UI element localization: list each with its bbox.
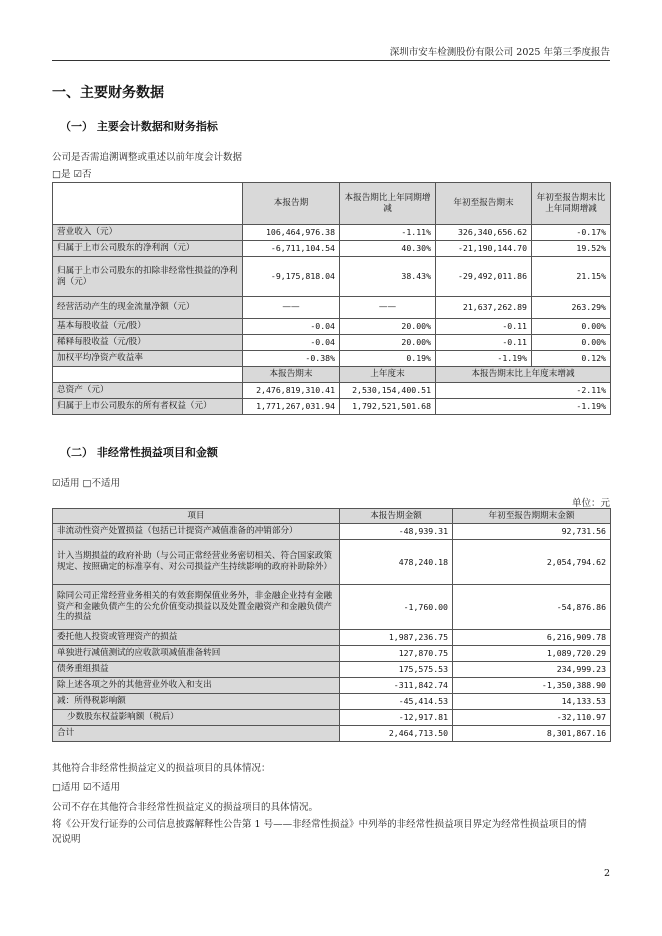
- table-header-cell: 上年度末: [340, 367, 436, 383]
- row-label: 单独进行减值测试的应收款项减值准备转回: [53, 646, 340, 662]
- table-cell: 19.52%: [532, 241, 611, 257]
- other-applicable-options: □适用 ☑不适用: [52, 782, 121, 793]
- subsection-title-nonrecurring: （二） 非经常性损益项目和金额: [60, 446, 218, 459]
- table-row: [53, 646, 611, 662]
- row-label: 债务重组损益: [53, 662, 340, 678]
- table-row: [53, 257, 611, 297]
- table-row: [53, 710, 611, 726]
- page-number: 2: [603, 868, 610, 879]
- row-label: 归属于上市公司股东的所有者权益（元）: [53, 399, 243, 415]
- table-header-cell: 年初至报告期末比上年同期增减: [532, 183, 611, 225]
- table-header-row: [53, 509, 611, 524]
- table-cell: 0.00%: [532, 319, 611, 335]
- table-cell: 478,240.18: [340, 540, 453, 585]
- table-row-total: [53, 726, 611, 742]
- table-cell: 1,089,720.29: [453, 646, 611, 662]
- table-header-cell: 本报告期比上年同期增减: [340, 183, 436, 225]
- table-header-cell: 项目: [53, 509, 340, 524]
- table-cell: 6,216,909.78: [453, 630, 611, 646]
- table-header-cell: [53, 183, 243, 225]
- table-header-cell: 本报告期金额: [340, 509, 453, 524]
- table-cell: -21,190,144.70: [436, 241, 532, 257]
- table-row: [53, 351, 611, 367]
- table-cell: -0.11: [436, 335, 532, 351]
- table-cell: -0.17%: [532, 225, 611, 241]
- table-cell: -1,350,388.90: [453, 678, 611, 694]
- table-row: [53, 540, 611, 585]
- table-row: [53, 241, 611, 257]
- row-label: 计入当期损益的政府补助（与公司正常经营业务密切相关、符合国家政策规定、按照确定的标准享有、对公司损益产生持续影响的政府补助除外）: [53, 540, 340, 585]
- table-cell: -1.19%: [436, 351, 532, 367]
- table-cell: 175,575.53: [340, 662, 453, 678]
- table-cell: -45,414.53: [340, 694, 453, 710]
- table-cell: -1,760.00: [340, 585, 453, 630]
- table-row: [53, 319, 611, 335]
- table-cell: 2,530,154,400.51: [340, 383, 436, 399]
- table-row: [53, 630, 611, 646]
- row-label: 归属于上市公司股东的扣除非经常性损益的净利润（元）: [53, 257, 243, 297]
- row-label: 总资产（元）: [53, 383, 243, 399]
- row-label: 基本每股收益（元/股）: [53, 319, 243, 335]
- applicable-options: ☑适用 □不适用: [52, 478, 121, 489]
- table-cell: 234,999.23: [453, 662, 611, 678]
- table-row: [53, 383, 611, 399]
- table-cell: -311,842.74: [340, 678, 453, 694]
- table-header-cell: 本报告期末比上年度末增减: [436, 367, 611, 383]
- row-label: 少数股东权益影响额（税后）: [53, 710, 340, 726]
- row-label: 减：所得税影响额: [53, 694, 340, 710]
- table-cell: ——: [340, 297, 436, 319]
- table-cell: -0.04: [243, 335, 340, 351]
- table-cell: 14,133.53: [453, 694, 611, 710]
- table-cell: -32,110.97: [453, 710, 611, 726]
- table-cell: 21.15%: [532, 257, 611, 297]
- table-cell: 1,792,521,501.68: [340, 399, 436, 415]
- row-label: 加权平均净资产收益率: [53, 351, 243, 367]
- key-financial-table: [52, 182, 611, 415]
- table-cell: -2.11%: [436, 383, 611, 399]
- table-row: [53, 297, 611, 319]
- retro-question: 公司是否需追溯调整或重述以前年度会计数据: [52, 152, 243, 163]
- table-cell: -6,711,104.54: [243, 241, 340, 257]
- table-cell: -0.38%: [243, 351, 340, 367]
- table-cell: 1,771,267,031.94: [243, 399, 340, 415]
- table-cell: 21,637,262.89: [436, 297, 532, 319]
- table-subheader-row: [53, 367, 611, 383]
- table-cell: 326,340,656.62: [436, 225, 532, 241]
- row-label: 非流动性资产处置损益（包括已计提资产减值准备的冲销部分）: [53, 524, 340, 540]
- table-cell: ——: [243, 297, 340, 319]
- table-cell: 106,464,976.38: [243, 225, 340, 241]
- row-label: 除同公司正常经营业务相关的有效套期保值业务外，非金融企业持有金融资产和金融负债产生的公允价值变动损益以及处置金融资产和金融负债产生的损益: [53, 585, 340, 630]
- nonrecurring-table: [52, 508, 611, 742]
- table-cell: 40.30%: [340, 241, 436, 257]
- table-row: [53, 225, 611, 241]
- row-label: 归属于上市公司股东的净利润（元）: [53, 241, 243, 257]
- unit-label: 单位：元: [571, 498, 610, 509]
- table-cell: 263.29%: [532, 297, 611, 319]
- no-other-note: 公司不存在其他符合非经常性损益定义的损益项目的具体情况。: [52, 802, 319, 813]
- retro-options: □是 ☑否: [52, 169, 92, 180]
- table-header-cell: 年初至报告期末: [436, 183, 532, 225]
- table-cell: 2,476,819,310.41: [243, 383, 340, 399]
- table-header-row: [53, 183, 611, 225]
- table-cell: -0.04: [243, 319, 340, 335]
- table-row: [53, 524, 611, 540]
- table-cell: -1.19%: [436, 399, 611, 415]
- table-header-cell: 本报告期末: [243, 367, 340, 383]
- subsection-title-financial-data: （一） 主要会计数据和财务指标: [60, 120, 218, 133]
- table-cell: 127,870.75: [340, 646, 453, 662]
- row-label: 委托他人投资或管理资产的损益: [53, 630, 340, 646]
- table-header-cell: 年初至报告期期末金额: [453, 509, 611, 524]
- table-row: [53, 662, 611, 678]
- table-cell: 38.43%: [340, 257, 436, 297]
- table-row: [53, 585, 611, 630]
- row-label: 除上述各项之外的其他营业外收入和支出: [53, 678, 340, 694]
- table-cell: 0.19%: [340, 351, 436, 367]
- table-cell: 0.00%: [532, 335, 611, 351]
- table-cell: 0.12%: [532, 351, 611, 367]
- table-row: [53, 678, 611, 694]
- table-row: [53, 335, 611, 351]
- other-items-note: 其他符合非经常性损益定义的损益项目的具体情况：: [52, 763, 271, 774]
- table-cell: 1,987,236.75: [340, 630, 453, 646]
- table-row: [53, 399, 611, 415]
- table-cell: 8,301,867.16: [453, 726, 611, 742]
- row-label: 稀释每股收益（元/股）: [53, 335, 243, 351]
- table-cell: 20.00%: [340, 335, 436, 351]
- row-label: 经营活动产生的现金流量净额（元）: [53, 297, 243, 319]
- row-label: 合计: [53, 726, 340, 742]
- table-cell: 2,464,713.50: [340, 726, 453, 742]
- table-cell: -9,175,818.04: [243, 257, 340, 297]
- table-cell: -29,492,011.86: [436, 257, 532, 297]
- row-label: 营业收入（元）: [53, 225, 243, 241]
- table-cell: -1.11%: [340, 225, 436, 241]
- table-cell: -54,876.86: [453, 585, 611, 630]
- table-row: [53, 694, 611, 710]
- table-cell: -0.11: [436, 319, 532, 335]
- table-header-cell: [53, 367, 243, 383]
- table-cell: -12,917.81: [340, 710, 453, 726]
- running-header: 深圳市安车检测股份有限公司 2025 年第三季度报告: [389, 47, 610, 58]
- section-title: 一、主要财务数据: [52, 85, 164, 101]
- explanation-note: 将《公开发行证券的公司信息披露解释性公告第 1 号——非经常性损益》中列举的非经常性损益项目界定为经常性损益项目的情况说明: [52, 819, 587, 845]
- header-rule: [52, 60, 610, 61]
- table-header-cell: 本报告期: [243, 183, 340, 225]
- table-cell: 20.00%: [340, 319, 436, 335]
- table-cell: -48,939.31: [340, 524, 453, 540]
- table-cell: 92,731.56: [453, 524, 611, 540]
- table-cell: 2,054,794.62: [453, 540, 611, 585]
